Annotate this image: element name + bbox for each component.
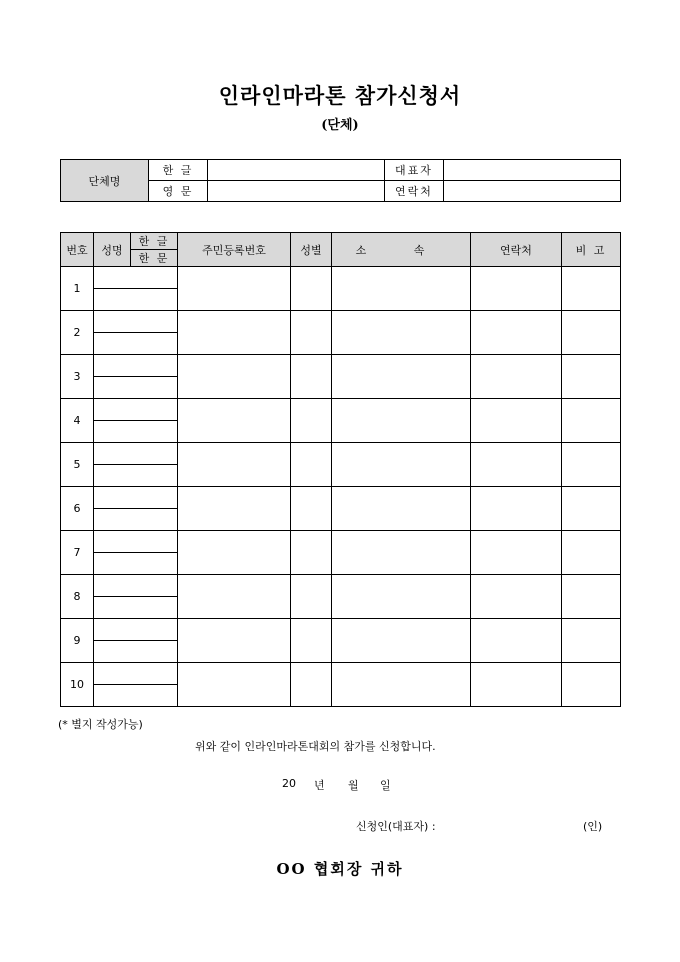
gender-cell[interactable]	[291, 487, 332, 531]
row-number: 2	[61, 311, 94, 355]
table-row	[61, 399, 621, 421]
resident-id-cell[interactable]	[178, 663, 291, 707]
remarks-cell[interactable]	[562, 399, 621, 443]
name-korean-cell[interactable]	[94, 663, 178, 685]
date-month-unit: 월	[348, 779, 359, 792]
gender-cell[interactable]	[291, 355, 332, 399]
resident-id-cell[interactable]	[178, 487, 291, 531]
row-number: 7	[61, 531, 94, 575]
resident-id-cell[interactable]	[178, 355, 291, 399]
affiliation-cell[interactable]	[332, 575, 471, 619]
gender-cell[interactable]	[291, 443, 332, 487]
header-gender: 성별	[291, 233, 332, 267]
group-info-table	[60, 159, 621, 202]
table-row	[61, 575, 621, 597]
table-row	[61, 663, 621, 685]
name-chinese-cell[interactable]	[94, 421, 178, 443]
resident-id-cell[interactable]	[178, 531, 291, 575]
participants-rows	[61, 267, 621, 707]
name-chinese-cell[interactable]	[94, 289, 178, 311]
name-chinese-cell[interactable]	[94, 509, 178, 531]
header-name-korean: 한 글	[131, 233, 178, 250]
closing-recipient: OO 협회장 귀하	[276, 860, 404, 878]
remarks-cell[interactable]	[562, 355, 621, 399]
representative-label: 대표자	[385, 160, 444, 181]
remarks-cell[interactable]	[562, 487, 621, 531]
remarks-cell[interactable]	[562, 619, 621, 663]
page-title: 인라인마라톤 참가신청서	[218, 83, 462, 108]
row-number: 10	[61, 663, 94, 707]
resident-id-cell[interactable]	[178, 443, 291, 487]
table-row	[61, 531, 621, 553]
name-korean-cell[interactable]	[94, 267, 178, 289]
remarks-cell[interactable]	[562, 311, 621, 355]
applicant-label: 신청인(대표자) :	[356, 820, 436, 833]
contact-cell[interactable]	[471, 619, 562, 663]
table-row	[61, 355, 621, 377]
gender-cell[interactable]	[291, 619, 332, 663]
date-year: 20	[282, 777, 296, 790]
row-number: 8	[61, 575, 94, 619]
contact-cell[interactable]	[471, 487, 562, 531]
page-subtitle: (단체)	[321, 118, 359, 133]
contact-cell[interactable]	[471, 311, 562, 355]
name-korean-cell[interactable]	[94, 443, 178, 465]
affiliation-cell[interactable]	[332, 443, 471, 487]
resident-id-cell[interactable]	[178, 399, 291, 443]
row-number: 1	[61, 267, 94, 311]
affiliation-cell[interactable]	[332, 355, 471, 399]
note-text: (* 별지 작성가능)	[58, 718, 143, 731]
name-korean-cell[interactable]	[94, 531, 178, 553]
resident-id-cell[interactable]	[178, 575, 291, 619]
header-number: 번호	[61, 233, 94, 267]
affiliation-cell[interactable]	[332, 267, 471, 311]
contact-cell[interactable]	[471, 531, 562, 575]
affiliation-cell[interactable]	[332, 531, 471, 575]
row-number: 4	[61, 399, 94, 443]
participants-table	[60, 232, 621, 707]
contact-cell[interactable]	[471, 355, 562, 399]
name-korean-cell[interactable]	[94, 399, 178, 421]
name-chinese-cell[interactable]	[94, 597, 178, 619]
team-name-label: 단체명	[61, 160, 149, 202]
name-korean-cell[interactable]	[94, 575, 178, 597]
name-chinese-cell[interactable]	[94, 333, 178, 355]
representative-field[interactable]	[444, 160, 621, 181]
row-number: 5	[61, 443, 94, 487]
contact-label: 연락처	[385, 181, 444, 202]
gender-cell[interactable]	[291, 267, 332, 311]
remarks-cell[interactable]	[562, 531, 621, 575]
header-resident-id: 주민등록번호	[178, 233, 291, 267]
table-row	[61, 311, 621, 333]
gender-cell[interactable]	[291, 311, 332, 355]
name-chinese-cell[interactable]	[94, 641, 178, 663]
table-row	[61, 267, 621, 289]
name-korean-cell[interactable]	[94, 619, 178, 641]
table-row	[61, 443, 621, 465]
name-chinese-cell[interactable]	[94, 465, 178, 487]
resident-id-cell[interactable]	[178, 619, 291, 663]
name-korean-cell[interactable]	[94, 311, 178, 333]
row-number: 9	[61, 619, 94, 663]
gender-cell[interactable]	[291, 575, 332, 619]
remarks-cell[interactable]	[562, 663, 621, 707]
name-chinese-cell[interactable]	[94, 553, 178, 575]
resident-id-cell[interactable]	[178, 267, 291, 311]
contact-cell[interactable]	[471, 399, 562, 443]
date-year-unit: 년	[314, 779, 325, 792]
header-name: 성명	[94, 233, 131, 267]
remarks-cell[interactable]	[562, 267, 621, 311]
name-korean-cell[interactable]	[94, 355, 178, 377]
affiliation-cell[interactable]	[332, 487, 471, 531]
date-day-unit: 일	[380, 779, 391, 792]
name-korean-cell[interactable]	[94, 487, 178, 509]
contact-field[interactable]	[444, 181, 621, 202]
remarks-cell[interactable]	[562, 575, 621, 619]
team-name-korean-field[interactable]	[208, 160, 385, 181]
affiliation-cell[interactable]	[332, 399, 471, 443]
header-contact: 연락처	[471, 233, 562, 267]
affiliation-cell[interactable]	[332, 311, 471, 355]
team-name-english-field[interactable]	[208, 181, 385, 202]
gender-cell[interactable]	[291, 663, 332, 707]
korean-label: 한 글	[149, 160, 208, 181]
name-chinese-cell[interactable]	[94, 685, 178, 707]
remarks-cell[interactable]	[562, 443, 621, 487]
header-name-chinese: 한 문	[131, 250, 178, 267]
table-row	[61, 487, 621, 509]
header-remarks: 비 고	[562, 233, 621, 267]
row-number: 3	[61, 355, 94, 399]
contact-cell[interactable]	[471, 663, 562, 707]
english-label: 영 문	[149, 181, 208, 202]
contact-cell[interactable]	[471, 267, 562, 311]
table-row	[61, 619, 621, 641]
gender-cell[interactable]	[291, 531, 332, 575]
row-number: 6	[61, 487, 94, 531]
resident-id-cell[interactable]	[178, 311, 291, 355]
contact-cell[interactable]	[471, 575, 562, 619]
affiliation-cell[interactable]	[332, 663, 471, 707]
seal-label: (인)	[583, 820, 603, 833]
name-chinese-cell[interactable]	[94, 377, 178, 399]
affiliation-cell[interactable]	[332, 619, 471, 663]
statement-text: 위와 같이 인라인마라톤대회의 참가를 신청합니다.	[195, 740, 436, 753]
contact-cell[interactable]	[471, 443, 562, 487]
header-affiliation: 소 속	[332, 233, 471, 267]
gender-cell[interactable]	[291, 399, 332, 443]
